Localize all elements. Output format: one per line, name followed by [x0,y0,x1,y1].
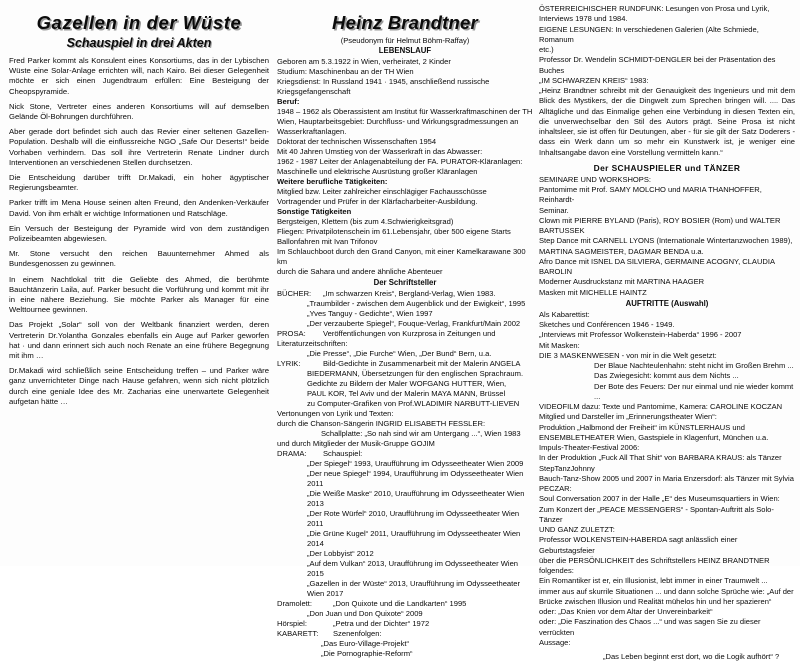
beruf-heading: Beruf: [276,97,300,106]
maskenwesen-intro: DIE 3 MASKENWESEN - von mir in die Welt gesetzt: [539,350,717,360]
seminare-heading: SEMINARE UND WORKSHOPS: [539,174,651,184]
right-column [535,4,797,661]
buecher-entry: „Traumbilder - zwischen dem Augenblick und der Ewigkeit“, 1995 [306,299,526,308]
zuletzt-line: Ein Romantiker ist er, ein Illusionist, lebt immer in einer Traumwelt ... [539,576,768,586]
lyrik-line: Bild-Gedichte in Zusammenarbeit mit der Malerin ANGELA [322,359,521,368]
prosa-line: Literaturzeitschriften: [276,339,348,348]
weitere-taetigkeiten-line: Mitglied bzw. Leiter zahlreicher einschlägiger Fachausschüsse [276,187,487,196]
synopsis-paragraph: Das Projekt „Solar“ soll von der Weltbank finanziert werden, deren Vertreterin Dr.Yolantha Gonzales ebenfalls ein Auge auf Parker geworfen hat · und dann erinnert sich auch noch Renate an eine frühere Begegnung mit ihm … [9,320,269,361]
auftritte-heading: AUFTRITTE (Auswahl) [625,298,709,308]
author-name-title: Heinz Brandtner [332,12,478,33]
synopsis-paragraph: Mr. Stone versucht den reichen Bauunternehmer Ahmed als Bundesgenossen zu gewinnen. [9,249,269,269]
zuletzt-line: Brücke zwischen Illusion und Realität mühelos hin und her spazieren“ [539,596,772,606]
drama-subtype: Schauspiel: [322,449,363,458]
vertonungen-line: Schallplatte: „So nah sind wir am Untergang ...“, Wien 1983 [320,429,521,438]
dramolett-row [277,599,533,609]
seminare-line: Afro Dance mit ISNEL DA SILVIERA, GERMAINE ACOGNY, CLAUDIA [539,256,775,266]
prosa-row [277,329,533,339]
kabarett-item: „Die Pornographie-Reform“ [320,649,413,658]
final-quote: „Das Leben beginnt erst dort, wo die Logik aufhört“ ? [603,652,780,661]
vertonungen-line: Vertonungen von Lyrik und Texten: [276,409,394,418]
sonstige-taetigkeiten-line: Bergsteigen, Klettern (bis zum 4.Schwierigkeitsgrad) [276,217,454,226]
synopsis-paragraph: Nick Stone, Vertreter eines anderen Konsortiums will auf demselben Gelände Öl-Bohrungen durchführen. [9,101,269,122]
actor-section-heading: Der SCHAUSPIELER und TÄNZER [593,162,741,173]
cv-line: Studium: Maschinenbau an der TH Wien [276,67,414,76]
masken-label: Mit Masken: [539,340,580,350]
writer-section-heading: Der Schriftsteller [373,278,437,287]
orf-line: Interviews 1978 und 1984. [539,14,628,24]
drama-item: „Gazellen in der Wüste“ 2013, Uraufführung im Odysseetheater Wien 2017 [306,579,520,598]
sonstige-taetigkeiten-line: Im Schlauchboot durch den Grand Canyon, mit einer Kamelkarawane 300 km [276,247,526,266]
seminare-line: Clown mit PIERRE BYLAND (Paris), ROY BOSIER (Rom) und WALTER [539,215,781,225]
dramolett-item: „Don Quixote und die Landkarten“ 1995 [332,599,467,608]
lesungen-line: EIGENE LESUNGEN: In verschiedenen Galerien (Alte Schmiede, Romanum [539,24,759,44]
maskenwesen-item: Der Blaue Nachteulenhahn: steht nicht im Großen Brehm ... [594,361,794,370]
beruf-line: 1962 - 1987 Leiter der Anlagenabteilung der FA. PURATOR-Kläranlagen: [276,157,523,166]
sonstige-taetigkeiten-line: Fliegen: Privatpilotenschein im 61.Lebensjahr, über 500 eigene Starts [276,227,511,236]
lyrik-row [277,359,533,369]
seminare-line: BARTUSSEK [539,226,585,235]
beruf-line: 1948 – 1962 als Oberassistent am Institut für Wasserkraftmaschinen der TH [276,107,533,116]
seminare-line: MARTINA SAGMEISTER, DAGMAR BENDA u.a. [539,246,704,256]
seminare-line: BAROLIN [539,267,573,276]
buecher-entry: „Yves Tanguy - Gedichte“, Wien 1997 [306,309,433,318]
seminare-line: Moderner Ausdruckstanz mit MARTINA HAAGER [539,277,705,287]
beruf-line: Doktorat der technischen Wissenschaften 1954 [276,137,437,146]
drama-item: „Der neue Spiegel“ 1994, Uraufführung im Odysseetheater Wien 2011 [306,469,524,488]
beruf-line: Wasserkraftanlagen. [276,127,347,136]
weitere-taetigkeiten-heading: Weitere berufliche Tätigkeiten: [276,177,388,186]
drama-item: „Der Spiegel“ 1993, Uraufführung im Odysseetheater Wien 2009 [306,459,524,468]
schmidt-dengler-line: Professor Dr. Wendelin SCHMIDT-DENGLER bei der Präsentation des Buches [539,55,776,75]
bauchtanz-line: Bauch-Tanz-Show 2005 und 2007 in Maria Enzersdorf: als Tänzer mit Sylvia [539,473,794,483]
beruf-line: Mit 40 Jahren Umstieg von der Wasserkraft in das Abwasser: [276,147,483,156]
erinnerungstheater-line: ENSEMBLETHEATER Wien, Gastspiele in Klagenfurt, München u.a. [539,432,769,442]
prosa-line: Veröffentlichungen von Kurzprosa in Zeitungen und [322,329,496,338]
synopsis-paragraph: Die Entscheidung darüber trifft Dr.Makadi, ein hoher ägyptischer Regierungsbeamter. [9,173,269,193]
kabarett-item: „Das Euro-Village-Projekt“ [320,639,410,648]
cv-line: Kriegsgefangenschaft [276,87,351,96]
drama-item: „Die Grüne Kugel“ 2011, Uraufführung im Odysseetheater Wien 2014 [306,529,521,548]
review-quote: „Heinz Brandtner schreibt mit der Genauigkeit des Ingenieurs und mit dem Blick des Mystikers, der die Dingwelt zum Sprechen bringen will. .... Das Alltägliche und das Einmalige gehen eine Verbindung in diesen Texten ein, die unverwechselbar den Stil des Autors prägt. Seine Prosa ist nicht inhaltsleer, sie ist offen für Deutungen, aber - für sie gilt der Satz Doderers - dass ein Werk dann um so mehr ein Kunstwerk ist, je weniger eine Inhaltsangabe davon eine Vorstellung vermitteln kann.“ [539,86,796,157]
sonstige-taetigkeiten-line: Ballonfahren mit Ivan Trifonov [276,237,378,246]
left-column [3,4,275,566]
seminare-line: Pantomime mit Prof. SAMY MOLCHO und MARIA THANHOFFER, Reinhardt- [539,185,762,205]
kabarett-row [277,629,533,639]
zuletzt-line: Professor WOLKENSTEIN-HABERDA sagt anlässlich einer Geburtstagsfeier [539,535,738,555]
vertonungen-line: und durch Mitglieder der Musik-Gruppe GOJIM [276,439,435,448]
hoerspiel-label: Hörspiel: [276,619,307,628]
maskenwesen-item: Der Bote des Feuers: Der nur einmal und nie wieder kommt ... [594,381,794,401]
zuletzt-line: Aussage: [539,637,571,647]
synopsis-paragraph: Parker trifft im Mena House seinen alten Freund, den Andenken-Verkäufer David. Von ihm erhält er wichtige Informationen und Ratschläge. [9,198,269,218]
lyrik-label: LYRIK: [276,359,301,368]
zuletzt-line: immer aus auf skurrile Situationen ... und dann solche Sprüche wie: „Auf der [539,586,794,596]
synopsis-paragraph: Fred Parker kommt als Konsulent eines Konsortiums, das in der Lybischen Wüste eine Solar-Anlage errichten will, nach Kairo. Bei dieser Gelegenheit möchte er sich einen Jugendtraum erfüllen: Eine Besteigung der Cheopspyramide. [9,56,269,96]
seminare-line: Step Dance mit CARNELL LYONS (Internationale Wintertanzwochen 1989), [539,236,793,246]
buecher-label: BÜCHER: [276,289,312,298]
kabarettist-line: Sketches und Conférencen 1946 - 1949. [539,320,675,329]
beruf-line: Maschinelle und elektrische Ausrüstung großer Kläranlagen [276,167,478,176]
seminare-line: Masken mit MICHELLE HAINTZ [539,287,647,297]
buecher-row [277,289,533,299]
synopsis-paragraph: Ein Versuch der Besteigung der Pyramide wird von dem zuständigen Polizeibeamten abgewiesen. [9,223,269,244]
orf-line: ÖSTERREICHISCHER RUNDFUNK: Lesungen von Prosa und Lyrik, [539,4,770,13]
synopsis-paragraph: In einem Nachtlokal tritt die Geliebte des Ahmed, die berühmte Bauchtänzerin Laila, auf. Parker besucht die Vorführung und kommt mit ihr in eine nähere Beziehung. Sie möchte Parker als Manager für eine Welttournee gewinnen. [9,274,269,315]
sonstige-taetigkeiten-heading: Sonstige Tätigkeiten [276,207,352,216]
videofilm-line: VIDEOFILM dazu: Texte und Pantomime, Kamera: CAROLINE KOCZAN [539,402,783,411]
cv-heading: LEBENSLAUF [378,46,432,55]
schmidt-dengler-line: „IM SCHWARZEN KREIS“ 1983: [539,75,649,85]
dramolett-label: Dramolett: [276,599,313,608]
zuletzt-line: über die PERSÖNLICHKEIT des Schriftstellers HEINZ BRANDTNER folgendes: [539,555,770,575]
lyrik-line: BIEDERMANN, Übersetzungen für den englischen Sprachraum. [306,369,524,378]
hoerspiel-item: „Petra und der Dichter“ 1972 [332,619,430,628]
author-pseudonym: (Pseudonym für Helmut Böhm-Raffay) [340,36,470,45]
vertonungen-line: durch die Chanson-Sängerin INGRID ELISABETH FESSLER: [276,419,486,428]
play-title: Gazellen in der Wüste [36,12,242,33]
play-subtitle: Schauspiel in drei Akten [66,36,212,50]
middle-column [275,4,535,658]
impuls-festival-line: Impuls-Theater-Festival 2006: [539,443,640,452]
weitere-taetigkeiten-line: Vortragender und Prüfer in der Klärfacharbeiter-Ausbildung. [276,197,478,206]
sonstige-taetigkeiten-line: durch die Sahara und andere ähnliche Abenteuer [276,267,443,276]
drama-row [277,449,533,459]
drama-item: „Auf dem Vulkan“ 2013, Uraufführung im Odysseetheater Wien 2015 [306,559,519,578]
erinnerungstheater-line: Mitglied und Darsteller im „Erinnerungstheater Wien“: [539,412,717,422]
drama-item: „Der Rote Würfel“ 2010, Uraufführung im Odysseetheater Wien 2011 [306,509,520,528]
dramolett-item: „Don Juan und Don Quixote“ 2009 [306,609,423,618]
seminare-line: Seminar. [539,205,569,215]
synopsis-paragraph: Dr.Makadi wird schließlich seine Entscheidung treffen – und Parker wäre ganz unverrichteter Dinge nach Hause gefahren, wenn sich nicht plötzlich durch eine geniale Idee des Mr. Zacharias eine unerwartete Gelegenheit aufgetan hätte … [9,366,269,406]
lesungen-line: etc.) [539,45,554,54]
erinnerungstheater-line: Produktion „Halbmond der Freiheit“ im KÜNSTLERHAUS und [539,422,745,432]
zuletzt-line: oder: „Die Faszination des Chaos ...“ und was sagen Sie zu dieser verrückten [539,617,761,637]
maskenwesen-item: Das Zwiegesicht: kommt aus dem Nichts ... [594,371,739,381]
zuletzt-heading: UND GANZ ZULETZT: [539,525,615,534]
lyrik-line: PAUL KOR, Tel Aviv und der Malerin MAYA MANN, Brüssel [306,389,506,398]
drama-item: „Der Lobbyist“ 2012 [306,549,374,558]
lyrik-line: Gedichte zu Bildern der Maler WOFGANG HUTTER, Wien, [306,379,507,388]
kabarettist-line: „Interviews mit Professor Wolkenstein-Haberda“ 1996 - 2007 [539,330,742,340]
soul-conversation-line: Zum Konzert der „PEACE MESSENGERS“ - Spontan-Auftritt als Solo-Tänzer [539,504,774,524]
prosa-line: „Die Presse“, „Die Furche“ Wien, „Der Bund“ Bern, u.a. [306,349,492,358]
drama-item: „Die Weiße Maske“ 2010, Uraufführung im Odysseetheater Wien 2013 [306,489,525,508]
kabarettist-line: Als Kabarettist: [539,309,590,319]
impuls-festival-line: In der Produktion „Fuck All That Shit“ von BARBARA KRAUS: als Tänzer [539,453,782,463]
kabarett-label: KABARETT: [276,629,319,638]
drama-label: DRAMA: [276,449,307,458]
beruf-line: Wien, Hauptarbeitsgebiet: Durchfluss- und Wirkungsgradmessungen an [276,117,519,126]
buecher-entry: „Im schwarzen Kreis“, Bergland-Verlag, Wien 1983. [322,289,496,298]
hoerspiel-row [277,619,533,629]
prosa-label: PROSA: [276,329,306,338]
cv-line: Geboren am 5.3.1922 in Wien, verheiratet, 2 Kinder [276,57,451,66]
cv-line: Kriegsdienst: In Russland 1941 · 1945, anschließend russische [276,77,490,86]
soul-conversation-line: Soul Conversation 2007 in der Halle „E“ des Museumsquartiers in Wien: [539,494,780,504]
buecher-entry: „Der verzauberte Spiegel“, Fouque-Verlag, Frankfurt/Main 2002 [306,319,521,328]
kabarett-subtype: Szenenfolgen: [332,629,382,638]
bauchtanz-line: PECZAR: [539,484,572,493]
impuls-festival-line: StepTanzJohnny [539,463,595,473]
synopsis-paragraph: Aber gerade dort befindet sich auch das Revier einer seltenen Gazellen-Population. Deshalb will die einflussreiche NGO „Safe Our Deserts!“ beide Vorhaben verhindern. Das soll ihre Vertreterin Renate Lindner durch Interventionen an verschiedenen Stellen durchsetzen. [9,127,269,167]
lyrik-line: zu Computer-Grafiken von Prof.WLADIMIR NARBUTT-LIEVEN [306,399,520,408]
zuletzt-line: oder: „Das Knien vor dem Altar der Unvereinbarkeit“ [539,607,713,616]
